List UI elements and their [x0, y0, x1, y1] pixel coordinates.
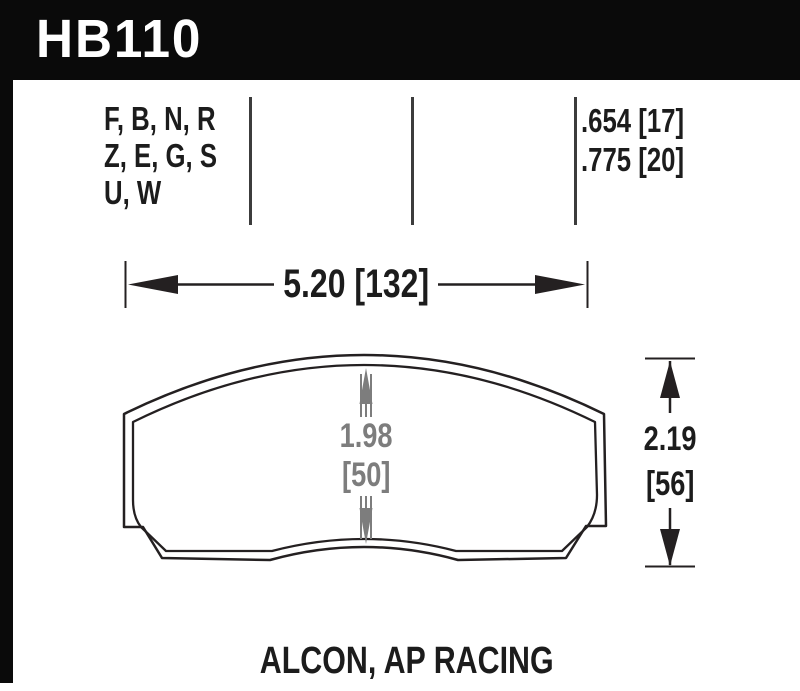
center-height-inches: 1.98	[339, 417, 393, 455]
compound-codes-line-3: U, W	[104, 174, 162, 211]
center-height-label	[296, 417, 436, 495]
caliper-applications-label	[13, 640, 800, 683]
compound-codes-line-2: Z, E, G, S	[104, 137, 217, 174]
overall-height-mm: [56]	[645, 465, 695, 503]
width-dimension-label	[256, 262, 456, 307]
compound-codes-line-1: F, B, N, R	[104, 100, 216, 137]
center-height-mm: [50]	[341, 456, 391, 494]
thickness-line-1: .654 [17]	[581, 102, 685, 139]
overall-height-inches: 2.19	[643, 420, 697, 458]
overall-height-label	[610, 417, 730, 507]
part-number: HB110	[36, 9, 203, 69]
thickness-line-2: .775 [20]	[581, 141, 685, 178]
width-dimension-value: 5.20 [132]	[283, 262, 429, 306]
caliper-applications-text: ALCON, AP RACING	[259, 640, 554, 682]
